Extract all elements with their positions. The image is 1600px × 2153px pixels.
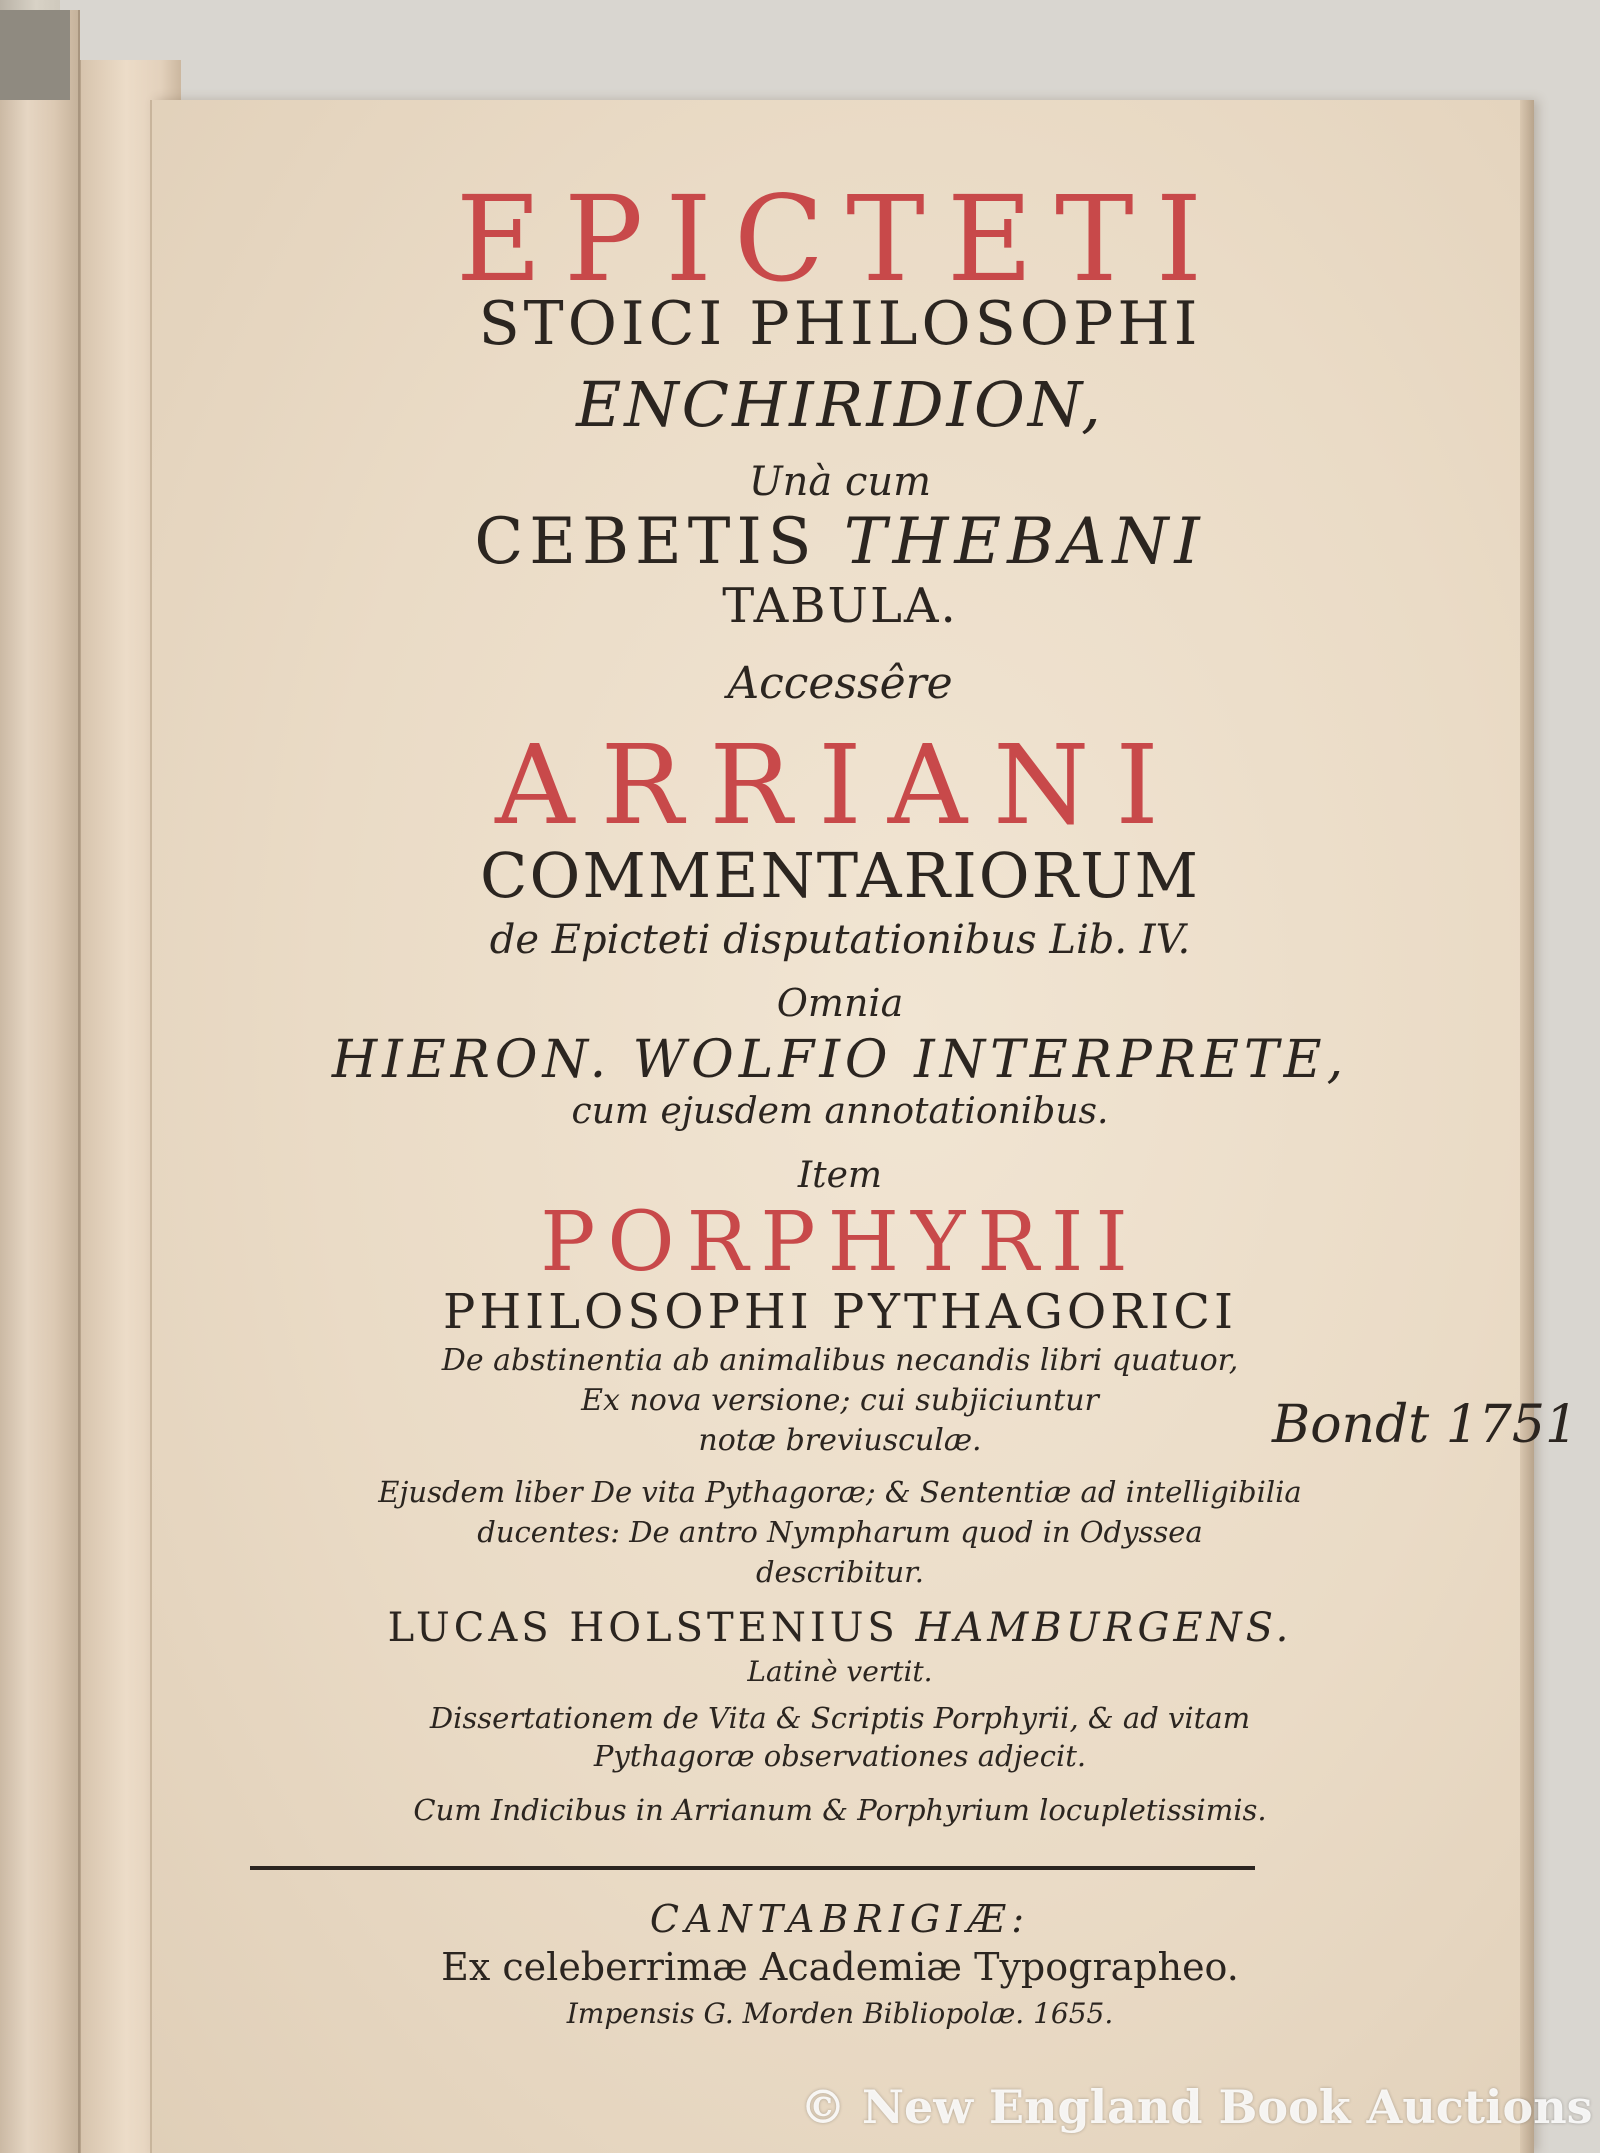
watermark: © New England Book Auctions	[800, 2080, 1593, 2134]
title-observationes: Pythagoræ observationes adjecit.	[593, 1739, 1087, 1773]
title-abstinentia: De abstinentia ab animalibus necandis libri quatuor,	[441, 1343, 1239, 1378]
title-arriani: ARRIANI	[495, 721, 1185, 849]
spine-binding	[0, 10, 70, 100]
title-wolfio: HIERON. WOLFIO INTERPRETE,	[331, 1030, 1349, 1090]
title-enchiridion: ENCHIRIDION,	[576, 368, 1104, 441]
title-tabula: TABULA.	[722, 578, 958, 634]
title-cebetis: CEBETIS	[474, 505, 818, 579]
title-holstenius: LUCAS HOLSTENIUS	[387, 1605, 899, 1651]
imprint-morden: Impensis G. Morden Bibliopolæ. 1655.	[566, 1997, 1114, 2030]
title-stoici: STOICI PHILOSOPHI	[478, 289, 1202, 359]
title-holstenius-line	[150, 1605, 1530, 1651]
title-nova-versione: Ex nova versione; cui subjiciuntur	[581, 1383, 1099, 1418]
title-annotationibus: cum ejusdem annotationibus.	[571, 1091, 1109, 1132]
title-una-cum: Unà cum	[748, 459, 932, 505]
title-commentariorum: COMMENTARIORUM	[480, 839, 1200, 912]
title-accessere: Accessêre	[727, 658, 953, 709]
title-thebani: THEBANI	[843, 505, 1206, 579]
title-epicteti: EPICTETI	[455, 170, 1225, 308]
title-describitur: describitur.	[755, 1555, 925, 1589]
title-item: Item	[797, 1155, 883, 1196]
title-pythagorici: PHILOSOPHI PYTHAGORICI	[443, 1284, 1237, 1340]
title-porphyrii: PORPHYRII	[540, 1195, 1140, 1290]
handwritten-signature: Bondt 1751	[1272, 1395, 1579, 1455]
title-hamburgens: HAMBURGENS.	[915, 1605, 1293, 1651]
imprint-typographeo: Ex celeberrimæ Academiæ Typographeo.	[441, 1945, 1239, 1989]
imprint-cantabrigiae: CANTABRIGIÆ:	[649, 1897, 1031, 1941]
title-cebetis-line	[150, 505, 1530, 579]
title-omnia: Omnia	[776, 981, 904, 1025]
title-antro-nympharum: ducentes: De antro Nympharum quod in Odyssea	[477, 1515, 1203, 1549]
title-dissertationem: Dissertationem de Vita & Scriptis Porphyrii, & ad vitam	[429, 1701, 1251, 1735]
horizontal-rule	[250, 1866, 1255, 1870]
title-notae: notæ breviusculæ.	[698, 1423, 982, 1458]
title-vita-pythagorae: Ejusdem liber De vita Pythagoræ; & Sententiæ ad intelligibilia	[378, 1475, 1302, 1509]
title-latine-vertit: Latinè vertit.	[747, 1655, 933, 1688]
title-indicibus: Cum Indicibus in Arrianum & Porphyrium locupletissimis.	[413, 1793, 1267, 1827]
title-disputationibus: de Epicteti disputationibus Lib. IV.	[489, 917, 1191, 963]
book-spine	[0, 10, 80, 2153]
